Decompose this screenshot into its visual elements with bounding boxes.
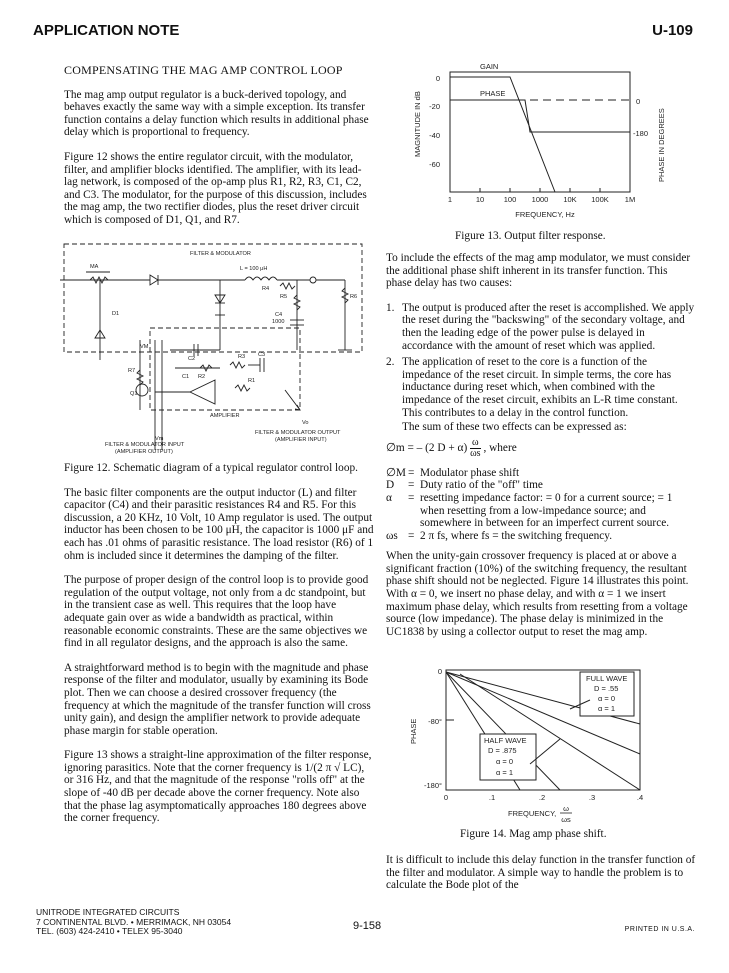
header-title: APPLICATION NOTE (33, 22, 180, 39)
schematic-label: L = 100 μH (240, 266, 268, 272)
formula-numerator: ω (472, 436, 479, 448)
x-tick-label: .3 (588, 793, 596, 802)
x-tick-label: 100 (503, 195, 517, 204)
formula-fraction (470, 438, 481, 459)
schematic-label: C1 (182, 374, 190, 380)
y-tick-label: -20 (429, 102, 440, 111)
def-symbol: ωs (386, 529, 398, 542)
schematic-label: C3 (258, 352, 266, 358)
sum-text: The sum of these two effects can be expressed as: (402, 421, 627, 434)
schematic-label: FILTER & MODULATOR OUTPUT (255, 430, 341, 436)
def-desc: 2 π fs, where fs = the switching frequency. (420, 529, 613, 542)
schematic-label: R2 (198, 374, 206, 380)
list-item: 1. The output is produced after the reset is accomplished. We apply the reset during the "backswing" of the secondary voltage, and then the leading edge of the power pulse is delayed in accordance with the amount of reset which was applied. (386, 301, 695, 352)
y-axis-label: PHASE (409, 718, 418, 744)
x-tick-label: 1000 (531, 195, 549, 204)
schematic-label: FILTER & MODULATOR INPUT (105, 442, 185, 448)
schematic-figure-12 (60, 240, 375, 455)
schematic-label: Vm (155, 436, 164, 442)
schematic-label: 1000 (272, 319, 285, 325)
def-eq: = (408, 491, 415, 504)
list-item-text: The output is produced after the reset is accomplished. We apply the reset during the "backswing" of the secondary voltage, and then the leading edge of the power pulse is delayed in accordance with the amount of reset which was applied. (402, 301, 695, 352)
y-tick-label: 0 (435, 74, 440, 83)
schematic-label: Vo (302, 420, 309, 426)
paragraph: To include the effects of the mag amp modulator, we must consider the additional phase shift inherent in its transfer function. This phase delay has two causes: (386, 252, 691, 290)
full-wave-a0: α = 0 (598, 694, 616, 703)
y-tick-label: -80° (428, 717, 442, 726)
schematic-label: R1 (248, 378, 256, 384)
formula-left: ∅m = – (2 D + α) (386, 441, 468, 454)
cause-list (386, 302, 696, 434)
def-desc: resetting impedance factor: = 0 for a current source; = 1 when resetting from a low-impedance source; and somewhere in between for an imperfect current source. (420, 491, 673, 530)
paragraph: When the unity-gain crossover frequency is placed at or above a significant fraction (10%) of the switching frequency, the resultant phase shift should not be neglected. Figure 14 illustrates this point. With α = 0, we insert no phase delay, and with α = 1 we insert maximum phase delay, which results from resetting from a voltage source (low impedance). The phase delay is minimized in the UC1838 by using a collector output to reset the mag amp. (386, 550, 689, 638)
footer-line: UNITRODE INTEGRATED CIRCUITS (36, 907, 180, 917)
formula (386, 438, 696, 459)
page-number: 9-158 (353, 920, 382, 932)
y-tick-label: -40 (429, 131, 440, 140)
half-wave-a0: α = 0 (496, 757, 514, 766)
paragraph: The mag amp output regulator is a buck-derived topology, and behaves exactly the same way with a simple exception. Its transfer function contains a delay function which results in additional phase delay which is proportional to frequency. (64, 88, 369, 139)
y2-tick-label: -180 (633, 129, 649, 138)
phase-line (450, 100, 630, 132)
paragraph: A straightforward method is to begin with the magnitude and phase response of the filter and modulator, usually by examining its Bode plot. Then we can choose a desired crossover frequency (the frequency at which the magnitude of the transfer function will cross unity gain), and design the amplifier network to provide adequate phase margin for stable operation. (64, 661, 371, 737)
x-axis-label: FREQUENCY, Hz (515, 210, 575, 219)
y-axis-label: MAGNITUDE IN dB (413, 91, 422, 157)
figure-14-chart (400, 664, 700, 824)
def-symbol: D (386, 479, 395, 492)
def-eq: = (408, 466, 415, 479)
full-wave-label: FULL WAVE (586, 674, 628, 683)
phase-label: PHASE (480, 89, 506, 98)
x-axis-numerator: ω (563, 804, 569, 813)
y-tick-label: -60 (429, 160, 440, 169)
paragraph: The basic filter components are the output inductor (L) and filter capacitor (C4) and their parasitic resistances R4 and R5. For this discussion, a 20 KHz, 10 Volt, 10 Amp regulator is used. The output inductor has been chosen to be 100 μH, the capacitor is 1000 μF and each has .01 ohms of parasitic resistance. The load resistor (R6) of 1 ohm is included since it determines the damping of the filter. (64, 486, 374, 562)
right-column-bottom (386, 854, 696, 904)
paragraph: The purpose of proper design of the control loop is to provide good regulation of the output voltage, not only from a dc standpoint, but in the transient case as well. This requires that the loop have adequate gain over as wide a bandwidth as practical, within reasonable economic constraints. These are the same objectives we find in all regulator designs, and the approach is also the same. (64, 574, 369, 650)
list-item: 2. The application of reset to the core is a function of the impedance of the reset circuit. In simple terms, the core has inductance during reset which, when combined with the impedance of the reset circuit, exhibits an L-R time constant. This contributes to a delay in the control function. The sum of these two effects can be expressed as: (386, 356, 696, 434)
def-desc: Modulator phase shift (420, 466, 520, 479)
x-tick-label: 100K (591, 195, 609, 204)
x-tick-label: 10K (563, 195, 577, 204)
figure-12-caption: Figure 12. Schematic diagram of a typical regulator control loop. (64, 462, 358, 474)
definitions (386, 467, 696, 543)
schematic-label: C4 (275, 312, 283, 318)
y2-axis-label: PHASE IN DEGREES (657, 108, 666, 182)
half-wave-duty: D = .875 (488, 746, 517, 755)
full-wave-duty: D = .55 (594, 684, 619, 693)
schematic-label: R6 (350, 294, 358, 300)
header-doc-number: U-109 (652, 22, 693, 39)
def-symbol: α (386, 491, 392, 504)
schematic-label: R5 (280, 294, 288, 300)
y-tick-label: -180° (423, 781, 442, 790)
formula-denominator: ωs (470, 447, 481, 459)
footer-address (36, 908, 231, 937)
schematic-label: C2 (188, 356, 196, 362)
figure-13-chart (400, 52, 700, 232)
schematic-label: Q1 (130, 391, 138, 397)
def-eq: = (408, 529, 415, 542)
x-axis-label: FREQUENCY, (508, 809, 557, 818)
y-tick-label: 0 (437, 667, 442, 676)
x-tick-label: 1M (624, 195, 636, 204)
list-item-text: The application of reset to the core is a function of the impedance of the reset circuit. In simple terms, the core has inductance during reset which, when combined with the impedance of the reset circuit, exhibits an L-R time constant. This contributes to a delay in the control function. (402, 356, 678, 419)
x-tick-label: .1 (488, 793, 496, 802)
section-title: COMPENSATING THE MAG AMP CONTROL LOOP (64, 63, 343, 77)
schematic-label: R4 (262, 286, 270, 292)
x-tick-marks (450, 188, 630, 192)
def-eq: = (408, 479, 415, 492)
full-wave-a1: α = 1 (598, 704, 616, 713)
schematic-label: MA (90, 264, 99, 270)
x-axis-denominator: ωs (561, 815, 571, 824)
schematic-label: D1 (112, 311, 120, 317)
figure-13-caption: Figure 13. Output filter response. (455, 230, 606, 242)
schematic-label: R7 (128, 368, 136, 374)
paragraph: It is difficult to include this delay function in the transfer function of the filter and modulator. A simple way to handle the problem is to calculate the Bode plot of the (386, 854, 696, 892)
schematic-label: VM (140, 344, 149, 350)
left-column-bottom (64, 462, 374, 837)
gain-label: GAIN (480, 62, 499, 71)
paragraph: Figure 13 shows a straight-line approximation of the filter response, ignoring parasitics. Note that the corner frequency is 1/(2 π √ LC), or 316 Hz, and that the magnitude of the response "rolls off" at the slope of -40 dB per decade above the corner frequency. Note also that the phase lag asymptomatically approaches 180 degrees above the corner frequency. (64, 749, 372, 825)
right-column-top (386, 252, 696, 650)
def-desc: Duty ratio of the "off" time (420, 479, 543, 492)
left-column-top (64, 64, 374, 239)
formula-right: , where (483, 441, 517, 454)
def-symbol: ∅M (386, 466, 406, 479)
schematic-label: (AMPLIFIER OUTPUT) (115, 449, 173, 455)
x-tick-label: 1 (447, 195, 453, 204)
half-wave-label: HALF WAVE (484, 736, 527, 745)
footer-line: TEL. (603) 424-2410 • TELEX 95-3040 (36, 926, 183, 936)
figure-14-caption: Figure 14. Mag amp phase shift. (460, 828, 607, 840)
schematic-label: FILTER & MODULATOR (190, 251, 251, 257)
x-tick-label: .2 (538, 793, 546, 802)
footer-line: 7 CONTINENTAL BLVD. • MERRIMACK, NH 03054 (36, 916, 232, 927)
schematic-label: (AMPLIFIER INPUT) (275, 437, 327, 443)
y2-tick-label: 0 (636, 97, 641, 106)
paragraph: Figure 12 shows the entire regulator circuit, with the modulator, filter, and amplifier blocks identified. The amplifier, with its lead-lag network, is composed of the op-amp plus R1, R2, R3, C1, C2, and C3. The modulator, for the purpose of this discussion, includes the mag amp, the two rectifier diodes, plus the reset driver circuit which is composed of D1, Q1, and R7. (64, 150, 367, 226)
schematic-label: R3 (238, 354, 246, 360)
printed-in: PRINTED IN U.S.A. (624, 926, 695, 933)
schematic-label: AMPLIFIER (210, 413, 240, 419)
half-wave-a1: α = 1 (496, 768, 514, 777)
x-tick-label: .4 (636, 793, 644, 802)
x-tick-label: 0 (443, 793, 449, 802)
x-tick-label: 10 (475, 195, 485, 204)
